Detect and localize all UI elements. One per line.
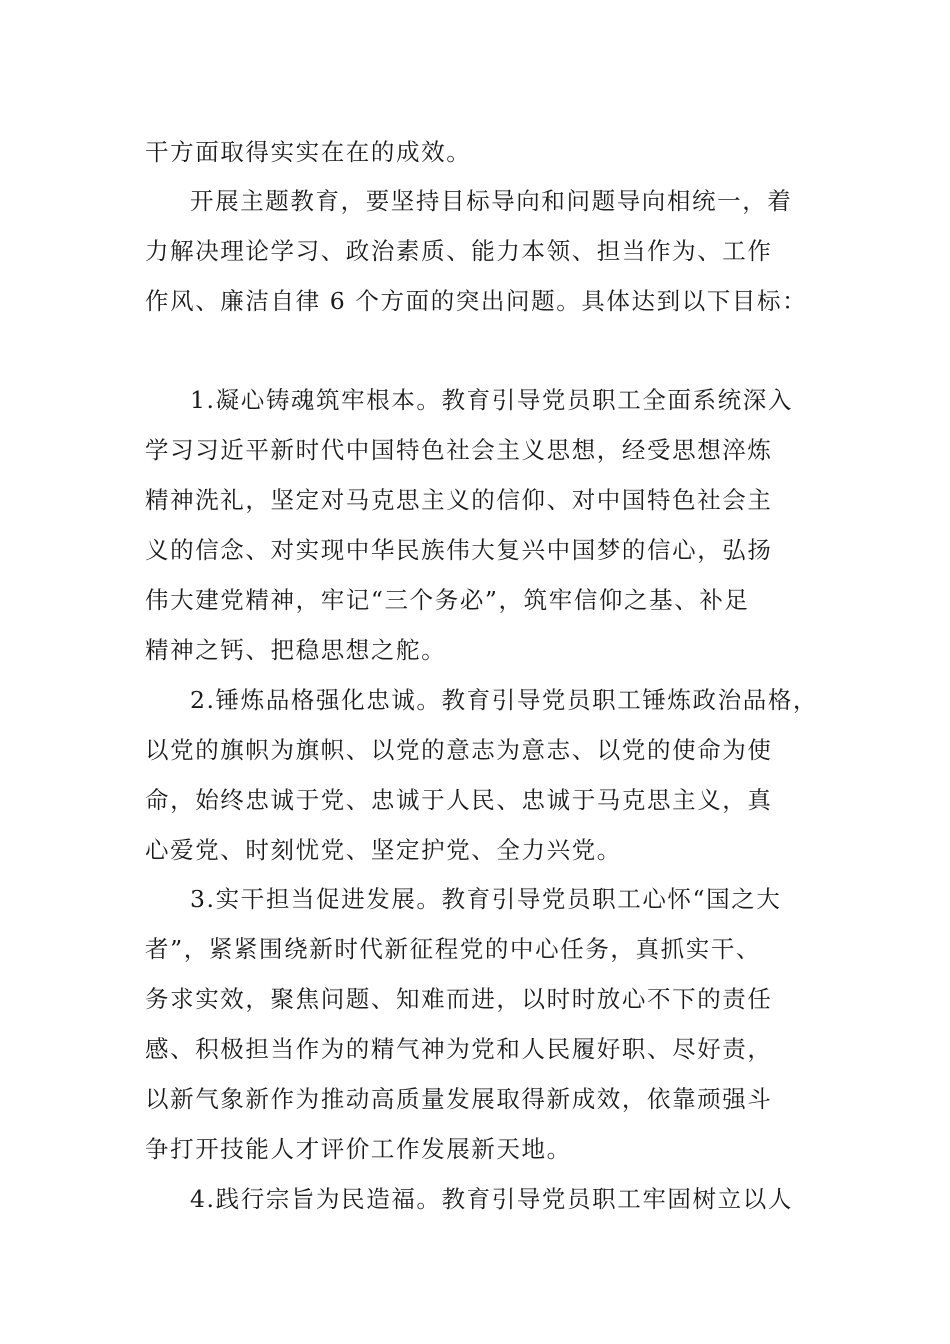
item3-line-3: 务求实效，聚焦问题、知难而进，以时时放心不下的责任 xyxy=(145,985,773,1013)
item4-line-1: 4.践行宗旨为民造福。教育引导党员职工牢固树立以人 xyxy=(190,1185,793,1213)
item2-line-1: 2.锤炼品格强化忠诚。教育引导党员职工锤炼政治品格， xyxy=(190,686,819,714)
item3-line-5: 以新气象新作为推动高质量发展取得新成效，依靠顽强斗 xyxy=(145,1085,773,1113)
goal-paragraph-line-2: 力解决理论学习、政治素质、能力本领、担当作为、工作 xyxy=(145,237,773,265)
item3-line-1: 3.实干担当促进发展。教育引导党员职工心怀“国之大 xyxy=(190,885,782,913)
item1-line-2: 学习习近平新时代中国特色社会主义思想，经受思想淬炼 xyxy=(145,436,773,464)
item1-line-3: 精神洗礼，坚定对马克思主义的信仰、对中国特色社会主 xyxy=(145,486,773,514)
item1-line-4: 义的信念、对实现中华民族伟大复兴中国梦的信心，弘扬 xyxy=(145,536,773,564)
goal-paragraph-line-1: 开展主题教育，要坚持目标导向和问题导向相统一，着 xyxy=(190,187,793,215)
item2-line-4: 心爱党、时刻忧党、坚定护党、全力兴党。 xyxy=(145,836,622,864)
goal-paragraph-line-3: 作风、廉洁自律 6 个方面的突出问题。具体达到以下目标： xyxy=(145,287,808,315)
item1-line-1: 1.凝心铸魂筑牢根本。教育引导党员职工全面系统深入 xyxy=(190,386,793,414)
item3-line-2: 者”，紧紧围绕新时代新征程党的中心任务，真抓实干、 xyxy=(145,935,762,963)
item2-line-3: 命，始终忠诚于党、忠诚于人民、忠诚于马克思主义，真 xyxy=(145,786,773,814)
intro-tail-line: 干方面取得实实在在的成效。 xyxy=(145,138,472,166)
item1-line-5: 伟大建党精神，牢记“三个务必”，筑牢信仰之基、补足 xyxy=(145,586,750,614)
item3-line-6: 争打开技能人才评价工作发展新天地。 xyxy=(145,1135,572,1163)
item3-line-4: 感、积极担当作为的精气神为党和人民履好职、尽好责， xyxy=(145,1035,773,1063)
item1-line-6: 精神之钙、把稳思想之舵。 xyxy=(145,636,447,664)
item2-line-2: 以党的旗帜为旗帜、以党的意志为意志、以党的使命为使 xyxy=(145,736,773,764)
